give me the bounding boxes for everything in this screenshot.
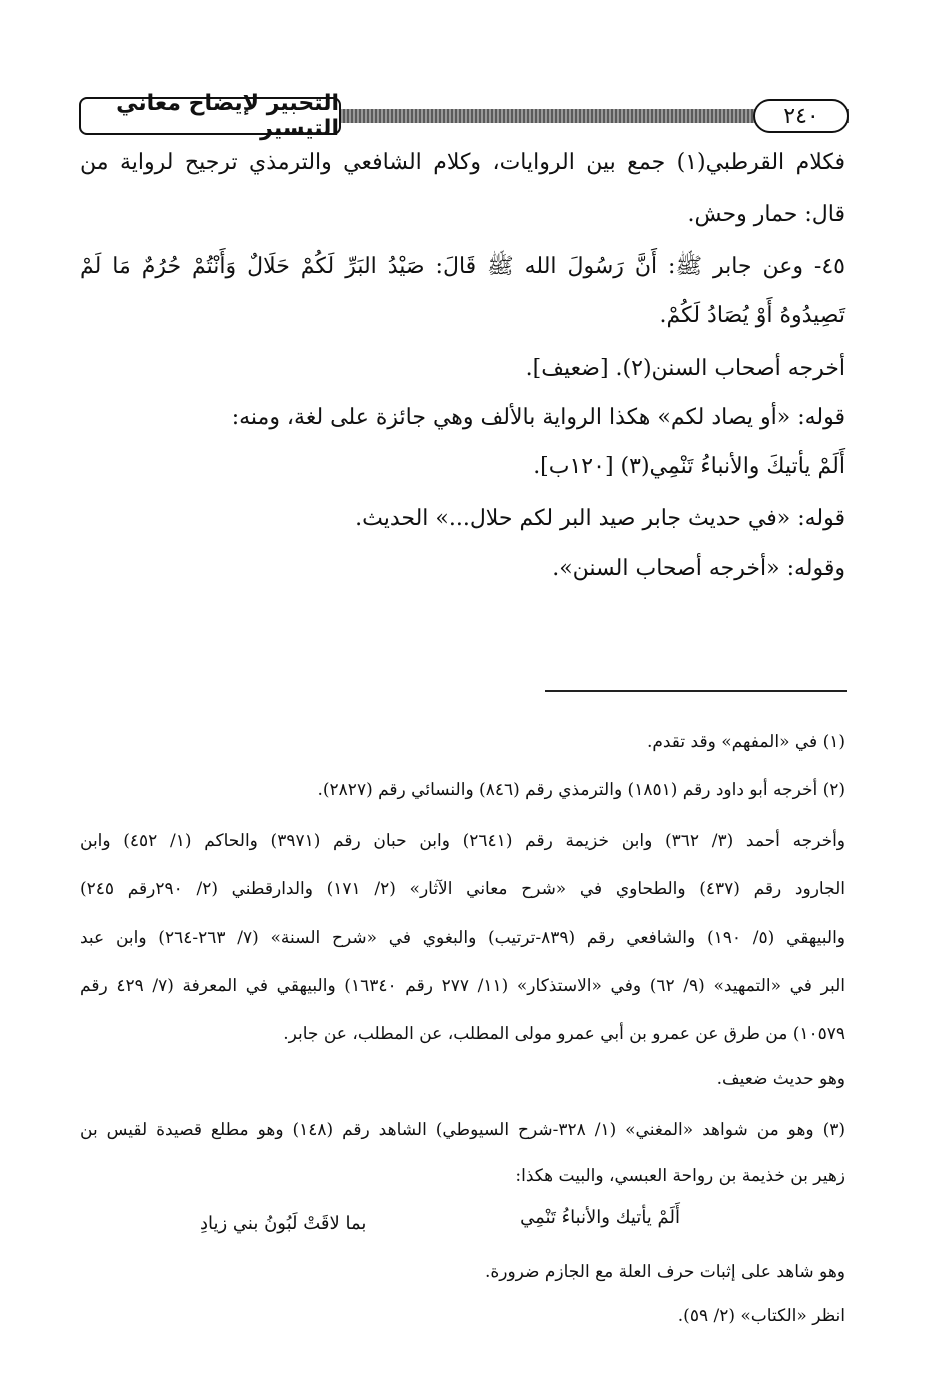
footnote-line: والبيهقي (٥/ ١٩٠) والشافعي رقم (٨٣٩-ترتيب) والبغوي في «شرح السنة» (٧/ ٢٦٣-٢٦٤) وابن عبد [80, 928, 845, 948]
footnote-separator [545, 690, 847, 692]
verse-quote-line: أَلَمْ يأتيكَ والأنباءُ تَنْمِي(٣) [١٢٠ب]. [533, 454, 845, 479]
commentary-line: قوله: «أو يصاد لكم» هكذا الرواية بالألف وهي جائزة على لغة، ومنه: [231, 405, 845, 430]
hadith-text-line: ٤٥- وعن جابر ﷺ: أَنَّ رَسُولَ الله ﷺ قَالَ: صَيْدُ البَرِّ لَكُمْ حَلَالٌ وَأَنْتُمْ حُرُمٌ مَا لَمْ [80, 254, 845, 279]
verse-first-hemistich: أَلَمْ يأتيك والأنباءُ تَنْمِي [520, 1207, 680, 1228]
footnote-line: وهو شاهد على إثبات حرف العلة مع الجازم ضرورة. [484, 1262, 845, 1282]
footnote-line: البر في «التمهيد» (٩/ ٦٢) وفي «الاستذكار» (١١/ ٢٧٧ رقم ١٦٣٤٠) والبيهقي في المعرفة (٧/ ٤٢٩ رقم [80, 976, 846, 996]
footnote-line: الجارود رقم (٤٣٧) والطحاوي في «شرح معاني الآثار» (٢/ ١٧١) والدارقطني (٢/ ٢٩٠رقم ٢٤٥) [80, 879, 845, 899]
hadith-text-line: تَصِيدُوهُ أَوْ يُصَادُ لَكُمْ. [659, 303, 845, 328]
footnote-2: (٢) أخرجه أبو داود رقم (١٨٥١) والترمذي رقم (٨٤٦) والنسائي رقم (٢٨٢٧). [317, 780, 845, 800]
takhrij-line: أخرجه أصحاب السنن(٢). [ضعيف]. [525, 356, 845, 381]
footnote-line: انظر «الكتاب» (٢/ ٥٩). [677, 1306, 845, 1326]
paragraph-line: قال: حمار وحش. [687, 202, 845, 227]
book-title: التحبير لإيضاح معاني التيسير [79, 97, 341, 135]
footnote-1: (١) في «المفهم» وقد تقدم. [646, 732, 845, 752]
poetry-verse [200, 1207, 680, 1237]
footnote-line: زهير بن خذيمة بن رواحة العبسي، والبيت هكذا: [515, 1166, 845, 1186]
footnote-line: وهو حديث ضعيف. [716, 1069, 845, 1089]
commentary-line: وقوله: «أخرجه أصحاب السنن». [552, 556, 845, 581]
page-header [79, 91, 849, 141]
footnote-3: (٣) وهو من شواهد «المغني» (١/ ٣٢٨-شرح السيوطي) الشاهد رقم (١٤٨) وهو مطلع قصيدة لقيس بن [80, 1120, 845, 1140]
footnote-line: ١٠٥٧٩) من طرق عن عمرو بن أبي عمرو مولى المطلب، عن المطلب، عن جابر. [283, 1024, 845, 1044]
paragraph-line: فكلام القرطبي(١) جمع بين الروايات، وكلام الشافعي والترمذي ترجيح لرواية من [80, 150, 846, 175]
commentary-line: قوله: «في حديث جابر صيد البر لكم حلال...» الحديث. [355, 506, 845, 531]
page-number: ٢٤٠ [753, 99, 849, 133]
verse-second-hemistich: بما لاقَتْ لَبُونُ بني زيادِ [200, 1213, 367, 1234]
footnote-line: وأخرجه أحمد (٣/ ٣٦٢) وابن خزيمة رقم (٢٦٤١) وابن حبان رقم (٣٩٧١) والحاكم (١/ ٤٥٢) وابن [80, 831, 846, 851]
